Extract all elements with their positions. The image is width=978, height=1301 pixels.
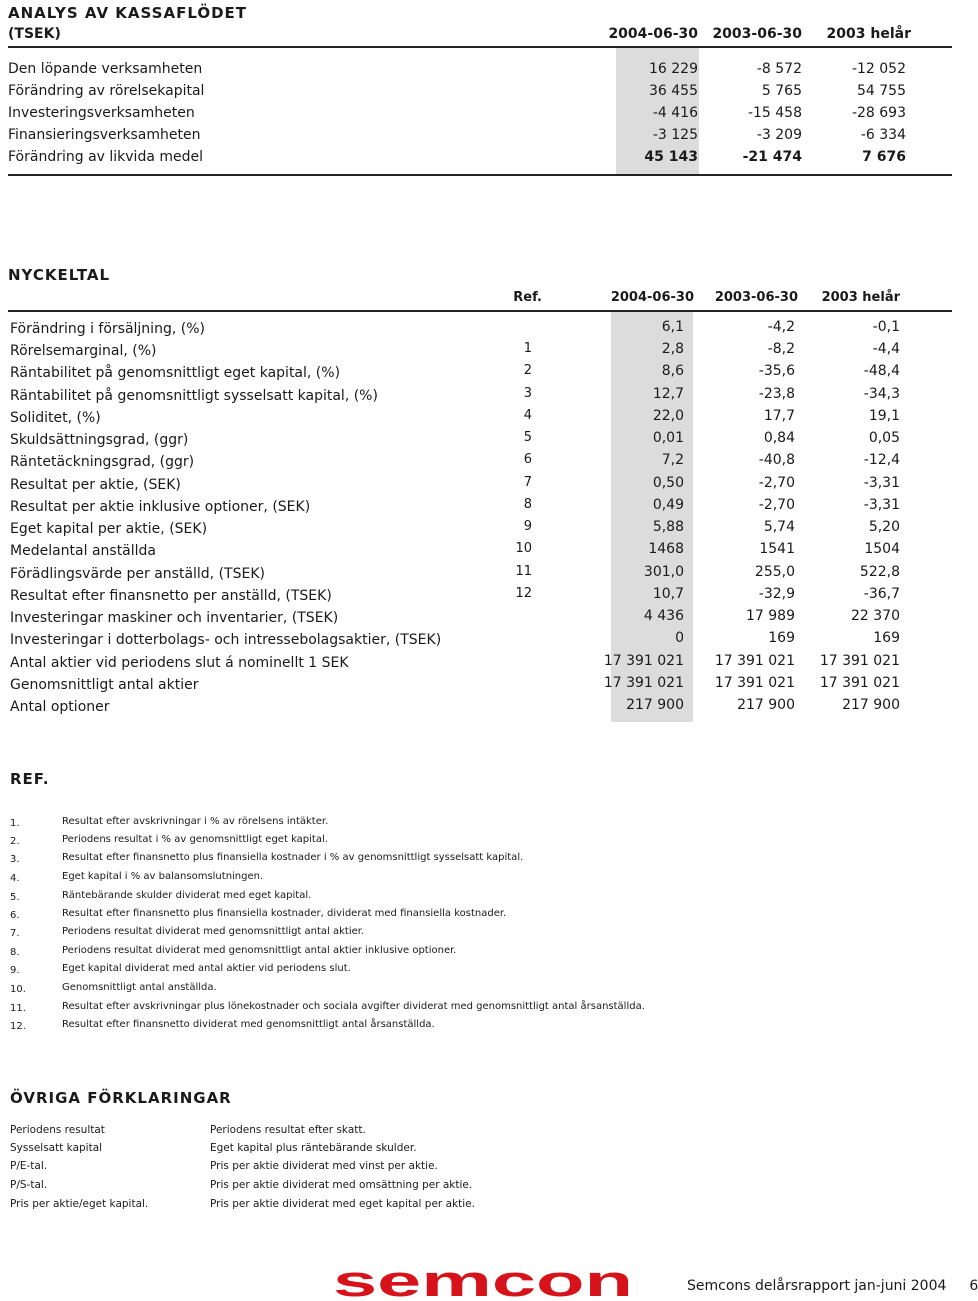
row-value: -3 125 xyxy=(652,127,698,143)
row-label: Resultat per aktie inklusive optioner, (SEK) xyxy=(10,499,311,515)
cashflow-bottom-rule xyxy=(8,174,952,176)
row-value: 19,1 xyxy=(868,408,900,424)
row-value: 5 765 xyxy=(761,83,802,99)
row-label: Antal optioner xyxy=(10,699,110,715)
row-ref: 8 xyxy=(523,497,532,512)
table-row xyxy=(10,474,950,496)
row-value: -6 334 xyxy=(860,127,906,143)
table-row xyxy=(10,407,950,429)
keyfigures-col-2: 2003-06-30 xyxy=(714,290,798,305)
table-row xyxy=(8,102,952,124)
cashflow-col-1: 2004-06-30 xyxy=(608,26,698,42)
row-value: 5,74 xyxy=(763,519,795,535)
row-ref: 2 xyxy=(523,363,532,378)
row-value: -34,3 xyxy=(863,386,900,402)
report-title: Semcons delårsrapport jan-juni 2004 xyxy=(687,1278,947,1294)
ovriga-title: ÖVRIGA FÖRKLARINGAR xyxy=(10,1089,232,1107)
ref-text: Resultat efter finansnetto plus finansiella kostnader, dividerat med finansiella kostnader. xyxy=(62,908,507,919)
row-value: 169 xyxy=(768,630,795,646)
row-value: 16 229 xyxy=(649,61,698,77)
refs-title: REF. xyxy=(10,770,50,788)
definition: Periodens resultat efter skatt. xyxy=(210,1124,366,1136)
row-label: Investeringar maskiner och inventarier, (TSEK) xyxy=(10,610,339,626)
ref-number: 8. xyxy=(10,947,20,958)
row-value: 169 xyxy=(873,630,900,646)
row-value: 17 391 021 xyxy=(603,653,684,669)
row-label: Skuldsättningsgrad, (ggr) xyxy=(10,432,189,448)
table-row-total xyxy=(8,146,952,168)
cashflow-top-rule xyxy=(8,46,952,48)
table-row xyxy=(10,385,950,407)
row-value: 17 391 021 xyxy=(714,653,795,669)
row-value: -2,70 xyxy=(758,497,795,513)
row-label: Förändring i försäljning, (%) xyxy=(10,321,205,337)
table-row xyxy=(10,674,950,696)
row-value: 7 676 xyxy=(862,149,906,165)
row-value: -2,70 xyxy=(758,475,795,491)
row-label: Förädlingsvärde per anställd, (TSEK) xyxy=(10,566,265,582)
keyfigures-header xyxy=(8,290,952,308)
table-row xyxy=(10,563,950,585)
row-value: 8,6 xyxy=(661,363,684,379)
term: Periodens resultat xyxy=(10,1124,105,1136)
list-item xyxy=(10,945,910,963)
table-row xyxy=(10,429,950,451)
row-value: -4 416 xyxy=(652,105,698,121)
ref-text: Resultat efter avskrivningar plus lönekostnader och sociala avgifter dividerat med genomsnittligt antal årsanställda. xyxy=(62,1001,645,1012)
list-item xyxy=(10,852,910,870)
row-value: 255,0 xyxy=(754,564,795,580)
term: P/E-tal. xyxy=(10,1160,48,1172)
row-value: -12 052 xyxy=(851,61,906,77)
row-value: -3,31 xyxy=(863,475,900,491)
list-item xyxy=(10,926,910,944)
row-value: 10,7 xyxy=(652,586,684,602)
row-value: -48,4 xyxy=(863,363,900,379)
row-label: Rörelsemarginal, (%) xyxy=(10,343,157,359)
row-value: -4,2 xyxy=(767,319,795,335)
table-row xyxy=(10,629,950,651)
row-value: 5,88 xyxy=(652,519,684,535)
row-ref: 3 xyxy=(523,386,532,401)
table-row xyxy=(8,80,952,102)
table-row xyxy=(10,518,950,540)
row-label: Soliditet, (%) xyxy=(10,410,101,426)
row-value: 217 900 xyxy=(626,697,684,713)
row-label: Resultat efter finansnetto per anställd, (TSEK) xyxy=(10,588,332,604)
table-row xyxy=(10,585,950,607)
definition: Pris per aktie dividerat med omsättning per aktie. xyxy=(210,1179,473,1191)
list-item xyxy=(10,982,910,1000)
list-item xyxy=(10,963,910,981)
keyfigures-title: NYCKELTAL xyxy=(8,266,111,284)
row-value: -0,1 xyxy=(872,319,900,335)
row-value: 522,8 xyxy=(859,564,900,580)
page-footer xyxy=(687,1278,978,1294)
row-value: 22 370 xyxy=(851,608,900,624)
row-value: -15 458 xyxy=(747,105,802,121)
keyfigures-top-rule xyxy=(8,310,952,312)
ref-number: 1. xyxy=(10,818,20,829)
row-label: Räntetäckningsgrad, (ggr) xyxy=(10,454,195,470)
row-value: 17 391 021 xyxy=(603,675,684,691)
row-value: 1541 xyxy=(759,541,795,557)
row-value: 36 455 xyxy=(649,83,698,99)
row-value: -8 572 xyxy=(756,61,802,77)
row-value: 2,8 xyxy=(661,341,684,357)
row-label: Räntabilitet på genomsnittligt eget kapital, (%) xyxy=(10,365,341,381)
ref-text: Genomsnittligt antal anställda. xyxy=(62,982,217,993)
list-item xyxy=(10,1019,910,1037)
row-label: Eget kapital per aktie, (SEK) xyxy=(10,521,208,537)
row-value: -3 209 xyxy=(756,127,802,143)
table-row xyxy=(10,540,950,562)
term: P/S-tal. xyxy=(10,1179,48,1191)
ref-text: Periodens resultat i % av genomsnittligt eget kapital. xyxy=(62,834,328,845)
definition: Eget kapital plus räntebärande skulder. xyxy=(210,1142,417,1154)
row-ref: 7 xyxy=(523,475,532,490)
ref-number: 3. xyxy=(10,854,20,865)
table-row xyxy=(8,124,952,146)
row-ref: 11 xyxy=(515,564,532,579)
row-label: Antal aktier vid periodens slut á nominellt 1 SEK xyxy=(10,655,349,671)
definition: Pris per aktie dividerat med vinst per aktie. xyxy=(210,1160,438,1172)
cashflow-col-3: 2003 helår xyxy=(826,26,911,42)
row-value: -28 693 xyxy=(851,105,906,121)
row-value: 0,50 xyxy=(652,475,684,491)
semcon-logo xyxy=(332,1257,634,1301)
row-value: 0,84 xyxy=(763,430,795,446)
row-label: Den löpande verksamheten xyxy=(8,61,203,77)
ref-number: 4. xyxy=(10,873,20,884)
ref-number: 5. xyxy=(10,892,20,903)
row-value: 17 989 xyxy=(746,608,795,624)
ref-text: Eget kapital dividerat med antal aktier vid periodens slut. xyxy=(62,963,351,974)
row-label: Medelantal anställda xyxy=(10,543,157,559)
row-label: Investeringsverksamheten xyxy=(8,105,195,121)
row-value: 7,2 xyxy=(661,452,684,468)
row-value: 217 900 xyxy=(842,697,900,713)
list-item xyxy=(10,1001,910,1019)
cashflow-col-2: 2003-06-30 xyxy=(712,26,802,42)
cashflow-header xyxy=(8,25,952,45)
table-row xyxy=(8,58,952,80)
row-label: Räntabilitet på genomsnittligt sysselsatt kapital, (%) xyxy=(10,388,378,404)
ref-text: Resultat efter finansnetto plus finansiella kostnader i % av genomsnittligt sysselsatt kapital. xyxy=(62,852,524,863)
list-item xyxy=(10,1179,910,1197)
row-value: -12,4 xyxy=(863,452,900,468)
ref-number: 9. xyxy=(10,965,20,976)
keyfigures-ref-header: Ref. xyxy=(513,290,542,305)
row-value: -36,7 xyxy=(863,586,900,602)
row-ref: 4 xyxy=(523,408,532,423)
row-value: -35,6 xyxy=(758,363,795,379)
ref-number: 7. xyxy=(10,928,20,939)
row-ref: 10 xyxy=(515,541,532,556)
table-row xyxy=(10,696,950,718)
row-value: 0,01 xyxy=(652,430,684,446)
row-value: 5,20 xyxy=(868,519,900,535)
row-ref: 6 xyxy=(523,452,532,467)
table-row xyxy=(10,652,950,674)
row-label: Investeringar i dotterbolags- och intressebolagsaktier, (TSEK) xyxy=(10,632,442,648)
keyfigures-col-3: 2003 helår xyxy=(821,290,900,305)
list-item xyxy=(10,1160,910,1178)
row-value: 1504 xyxy=(864,541,900,557)
ref-number: 10. xyxy=(10,984,26,995)
row-value: 4 436 xyxy=(643,608,684,624)
list-item xyxy=(10,816,910,834)
ref-text: Periodens resultat dividerat med genomsnittligt antal aktier. xyxy=(62,926,365,937)
list-item xyxy=(10,1124,910,1142)
row-value: 0 xyxy=(675,630,684,646)
row-value: 17,7 xyxy=(763,408,795,424)
ref-number: 6. xyxy=(10,910,20,921)
row-value: 17 391 021 xyxy=(819,653,900,669)
row-value: 0,49 xyxy=(652,497,684,513)
table-row xyxy=(10,496,950,518)
ref-text: Periodens resultat dividerat med genomsnittligt antal aktier inklusive optioner. xyxy=(62,945,457,956)
row-value: 17 391 021 xyxy=(819,675,900,691)
ref-number: 12. xyxy=(10,1021,26,1032)
row-value: 217 900 xyxy=(737,697,795,713)
row-value: 22,0 xyxy=(652,408,684,424)
ref-text: Eget kapital i % av balansomslutningen. xyxy=(62,871,264,882)
list-item xyxy=(10,908,910,926)
row-ref: 12 xyxy=(515,586,532,601)
row-value: 45 143 xyxy=(644,149,698,165)
table-row xyxy=(10,362,950,384)
table-row xyxy=(10,340,950,362)
row-value: 6,1 xyxy=(661,319,684,335)
row-label: Genomsnittligt antal aktier xyxy=(10,677,199,693)
logo-text: semcon xyxy=(333,1257,633,1301)
row-value: -32,9 xyxy=(758,586,795,602)
row-value: -40,8 xyxy=(758,452,795,468)
row-ref: 5 xyxy=(523,430,532,445)
row-value: 17 391 021 xyxy=(714,675,795,691)
row-value: 12,7 xyxy=(652,386,684,402)
cashflow-title: ANALYS AV KASSAFLÖDET xyxy=(8,4,248,22)
term: Pris per aktie/eget kapital. xyxy=(10,1198,149,1210)
row-value: -8,2 xyxy=(767,341,795,357)
ref-text: Räntebärande skulder dividerat med eget kapital. xyxy=(62,890,312,901)
list-item xyxy=(10,871,910,889)
ref-text: Resultat efter finansnetto dividerat med genomsnittligt antal årsanställda. xyxy=(62,1019,435,1030)
list-item xyxy=(10,1198,910,1216)
row-ref: 1 xyxy=(523,341,532,356)
page-number: 6 xyxy=(969,1278,978,1294)
cashflow-unit: (TSEK) xyxy=(8,26,61,42)
list-item xyxy=(10,834,910,852)
ref-number: 2. xyxy=(10,836,20,847)
table-row xyxy=(10,318,950,340)
row-label: Resultat per aktie, (SEK) xyxy=(10,477,181,493)
list-item xyxy=(10,1142,910,1160)
row-ref: 9 xyxy=(523,519,532,534)
row-value: 54 755 xyxy=(857,83,906,99)
table-row xyxy=(10,451,950,473)
row-value: 1468 xyxy=(648,541,684,557)
row-value: 301,0 xyxy=(643,564,684,580)
row-label: Förändring av rörelsekapital xyxy=(8,83,205,99)
row-value: -4,4 xyxy=(872,341,900,357)
ref-text: Resultat efter avskrivningar i % av rörelsens intäkter. xyxy=(62,816,329,827)
row-value: -3,31 xyxy=(863,497,900,513)
list-item xyxy=(10,890,910,908)
row-value: -23,8 xyxy=(758,386,795,402)
keyfigures-col-1: 2004-06-30 xyxy=(610,290,694,305)
row-label: Finansieringsverksamheten xyxy=(8,127,201,143)
row-label: Förändring av likvida medel xyxy=(8,149,204,165)
term: Sysselsatt kapital xyxy=(10,1142,103,1154)
definition: Pris per aktie dividerat med eget kapital per aktie. xyxy=(210,1198,475,1210)
row-value: -21 474 xyxy=(742,149,802,165)
table-row xyxy=(10,607,950,629)
row-value: 0,05 xyxy=(868,430,900,446)
ref-number: 11. xyxy=(10,1003,26,1014)
